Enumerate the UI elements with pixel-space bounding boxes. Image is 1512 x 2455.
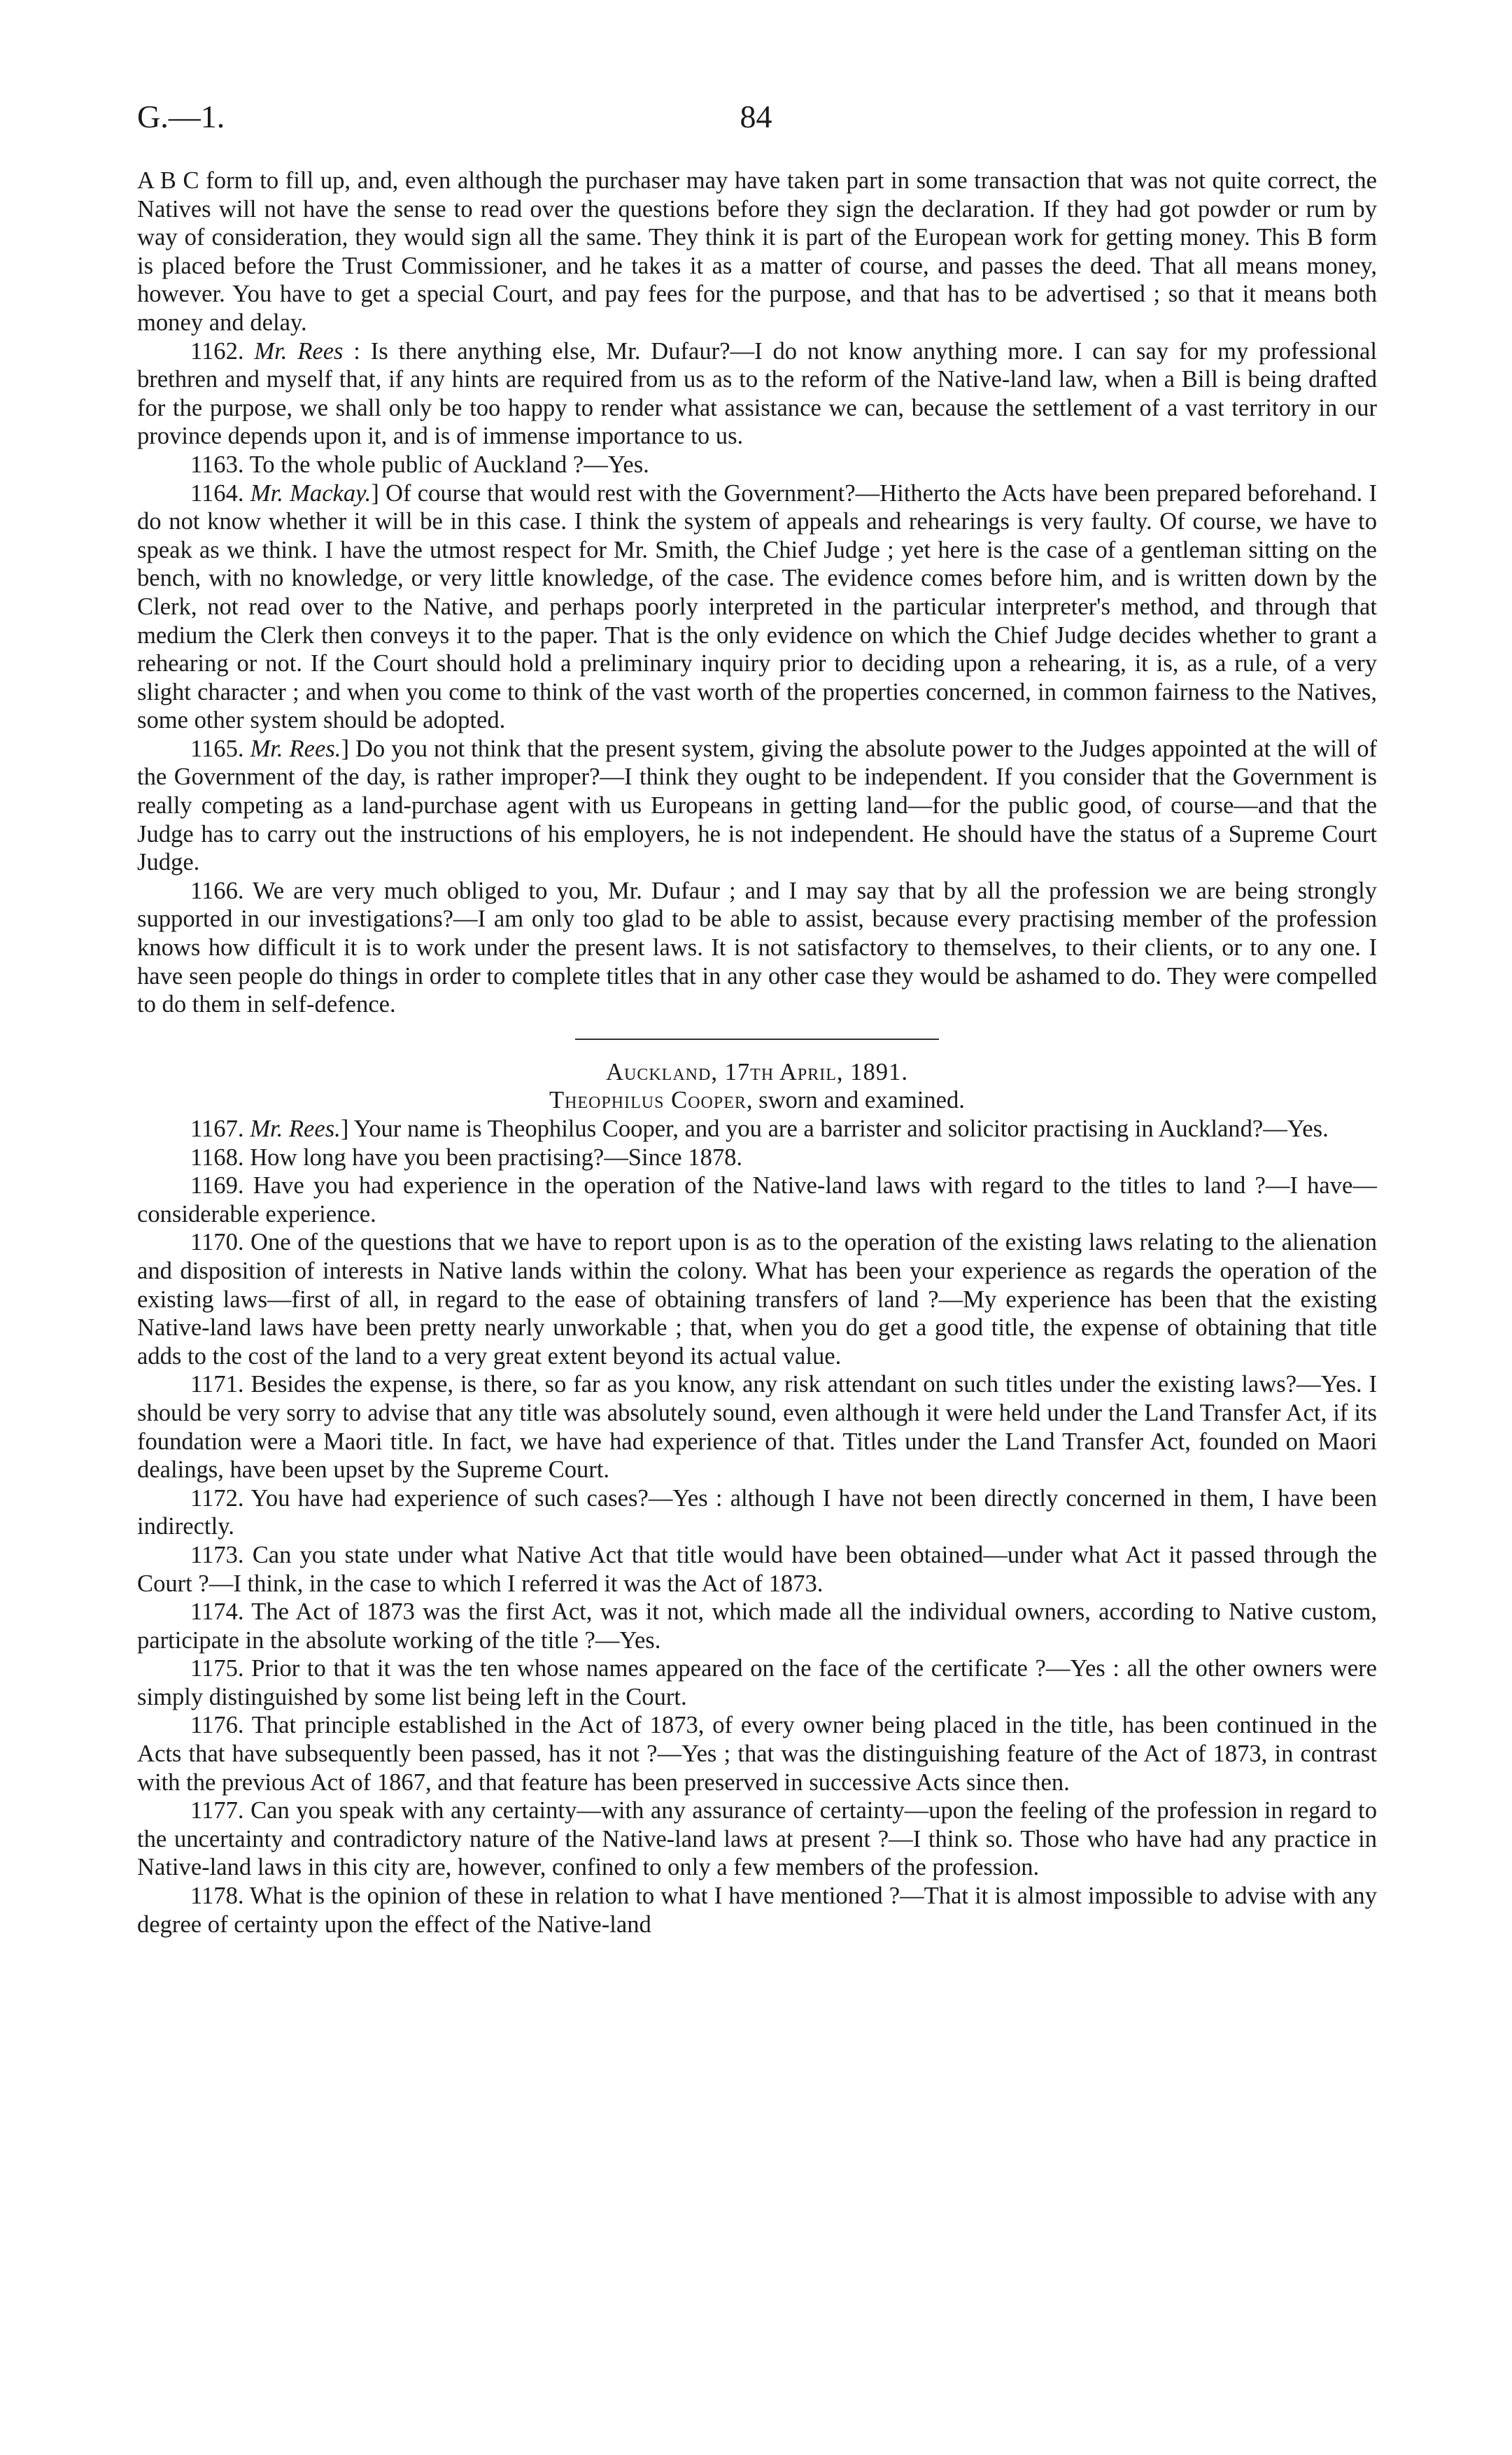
testimony-text: Can you speak with any certainty—with any assurance of certainty—upon the feeling of the profession in regard to the uncertainty and contradictory nature of the Native-land laws at present ?—I think so. Those who have had any practice in Native-land laws in this city are, however, confined to only a few members of the profession. [137, 1797, 1377, 1881]
testimony-text: How long have you been practising?—Since 1878. [250, 1144, 743, 1171]
page-header [137, 98, 1375, 147]
testimony-paragraph [137, 877, 1377, 1019]
page-reference: G.—1. [137, 99, 225, 134]
question-number: 1164. [190, 479, 244, 507]
testimony-paragraph [137, 1144, 1377, 1172]
testimony-text: Have you had experience in the operation of the Native-land laws with regard to the titles to land ?—I have—considerable experience. [137, 1172, 1377, 1228]
speaker-name: Mr. Rees. [250, 735, 341, 762]
document-body [137, 167, 1377, 1939]
question-number: 1165. [190, 735, 244, 762]
testimony-paragraph [137, 337, 1377, 451]
question-number: 1169. [190, 1172, 244, 1200]
question-number: 1167. [190, 1116, 244, 1142]
testimony-paragraph [137, 1370, 1377, 1484]
question-number: 1177. [190, 1797, 244, 1824]
speaker-separator: : [343, 337, 371, 365]
testimony-text: Your name is Theophilus Cooper, and you are a barrister and solicitor practising in Auckland?—Yes. [353, 1116, 1329, 1142]
page-number: 84 [740, 99, 772, 134]
testimony-paragraph [137, 1882, 1377, 1939]
testimony-text: To the whole public of Auckland ?—Yes. [249, 451, 649, 478]
testimony-paragraph [137, 1541, 1377, 1598]
speaker-separator: ] [371, 479, 386, 507]
testimony-text: Is there anything else, Mr. Dufaur?—I do not know anything more. I can say for my professional brethren and myself that, if any hints are required from us as to the reform of the Native-land law, when a Bill is being drafted for the purpose, we shall only be too happy to render what assistance we can, because the settlement of a vast territory in our province depends upon it, and is of immense importance to us. [137, 337, 1377, 450]
testimony-paragraph [137, 1598, 1377, 1654]
question-number: 1174. [190, 1598, 244, 1626]
question-number: 1166. [190, 877, 244, 904]
section-divider [575, 1039, 939, 1040]
testimony-group-b [137, 1115, 1377, 1939]
speaker-separator: ] [341, 735, 355, 762]
question-number: 1178. [190, 1883, 244, 1910]
testimony-text: That principle established in the Act of 1873, of every owner being placed in the title, has been continued in the Acts that have subsequently been passed, has it not ?—Yes ; that was the distinguishing feature of the Act of 1873, in contrast with the previous Act of 1867, and that feature has been preserved in successive Acts since then. [137, 1712, 1377, 1796]
question-number: 1163. [190, 451, 244, 478]
testimony-text: Do you not think that the present system, giving the absolute power to the Judges appointed at the will of the Government of the day, is rather improper?—I think they ought to be independent. If you consider that the Government is really competing as a land-purchase agent with us Europeans in getting land—for the public good, of course—and that the Judge has to carry out the instructions of his employers, he is not independent. He should have the status of a Supreme Court Judge. [137, 735, 1377, 876]
testimony-text: What is the opinion of these in relation to what I have mentioned ?—That it is almost impossible to advise with any degree of certainty upon the effect of the Native-land [137, 1883, 1378, 1938]
dateline: Auckland, 17th April, 1891. [606, 1058, 908, 1085]
testimony-text: We are very much obliged to you, Mr. Dufaur ; and I may say that by all the profession we are being strongly supported in our investigations?—I am only too glad to be able to assist, because every practising member of the profession knows how difficult it is to work under the present laws. It is not satisfactory to themselves, to their clients, or to any one. I have seen people do things in order to complete titles that in any other case they would be ashamed to do. They were compelled to do them in self-defence. [137, 877, 1377, 1018]
question-number: 1173. [190, 1541, 244, 1568]
witness-name: Theophilus Cooper [549, 1087, 747, 1114]
testimony-paragraph [137, 479, 1377, 735]
intro-paragraph: A B C form to fill up, and, even although the purchaser may have taken part in some transaction that was not quite correct, the Natives will not have the sense to read over the questions before they sign the declaration. If they had got powder or rum by way of consideration, they would sign all the same. They think it is part of the European work for getting money. This B form is placed before the Trust Commissioner, and he takes it as a matter of course, and passes the deed. That all means money, however. You have to get a special Court, and pay fees for the purpose, and that has to be advertised ; so that it means both money and delay. [137, 167, 1377, 336]
question-number: 1176. [190, 1712, 244, 1739]
testimony-text: The Act of 1873 was the first Act, was it not, which made all the individual owners, according to Native custom, participate in the absolute working of the title ?—Yes. [137, 1598, 1377, 1654]
testimony-paragraph [137, 1711, 1377, 1796]
testimony-text: You have had experience of such cases?—Yes : although I have not been directly concerned in them, I have been indirectly. [137, 1484, 1377, 1540]
speaker-name: Mr. Rees [254, 337, 344, 365]
question-number: 1168. [190, 1144, 244, 1171]
question-number: 1170. [190, 1229, 244, 1256]
testimony-group-a [137, 337, 1377, 1019]
testimony-paragraph [137, 1115, 1377, 1144]
testimony-text: Besides the expense, is there, so far as you know, any risk attendant on such titles under the existing laws?—Yes. I should be very sorry to advise that any title was absolutely sound, even although it were held under the Land Transfer Act, if its foundation were a Maori title. In fact, we have had experience of that. Titles under the Land Transfer Act, founded on Maori dealings, have been upset by the Supreme Court. [137, 1371, 1377, 1484]
testimony-text: One of the questions that we have to report upon is as to the operation of the existing laws relating to the alienation and disposition of interests in Native lands within the colony. What has been your experience as regards the operation of the existing laws—first of all, in regard to the ease of obtaining transfers of land ?—My experience has been that the existing Native-land laws have been pretty nearly unworkable ; that, when you do get a good title, the expense of obtaining that title adds to the cost of the land to a very great extent beyond its actual value. [137, 1229, 1377, 1370]
testimony-paragraph [137, 451, 1377, 479]
testimony-text: Prior to that it was the ten whose names appeared on the face of the certificate ?—Yes : all the other owners were simply distinguished by some list being left in the Court. [137, 1655, 1377, 1710]
testimony-paragraph [137, 1484, 1377, 1541]
testimony-text: Can you state under what Native Act that title would have been obtained—under what Act it passed through the Court ?—I think, in the case to which I referred it was the Act of 1873. [137, 1541, 1377, 1597]
question-number: 1171. [190, 1371, 244, 1398]
question-number: 1162. [190, 337, 244, 365]
question-number: 1175. [190, 1655, 244, 1682]
witness-line [137, 1086, 1377, 1115]
testimony-paragraph [137, 735, 1377, 877]
speaker-separator: ] [340, 1116, 354, 1142]
speaker-name: Mr. Rees. [250, 1116, 341, 1142]
testimony-text: Of course that would rest with the Government?—Hitherto the Acts have been prepared beforehand. I do not know whether it will be in this case. I think the system of appeals and rehearings is very faulty. Of course, we have to speak as we think. I have the utmost respect for Mr. Smith, the Chief Judge ; yet here is the case of a gentleman sitting on the bench, with no knowledge, or very little knowledge, of the case. The evidence comes before him, and is written down by the Clerk, not read over to the Native, and perhaps poorly interpreted in the particular interpreter's method, and through that medium the Clerk then conveys it to the paper. That is the only evidence on which the Chief Judge decides whether to grant a rehearing or not. If the Court should hold a preliminary inquiry prior to deciding upon a rehearing, it is, as a rule, of a very slight character ; and when you come to think of the vast worth of the properties concerned, in common fairness to the Natives, some other system should be adopted. [137, 479, 1377, 734]
testimony-paragraph [137, 1654, 1377, 1711]
testimony-paragraph [137, 1796, 1377, 1882]
testimony-paragraph [137, 1228, 1377, 1370]
testimony-paragraph [137, 1172, 1377, 1228]
question-number: 1172. [190, 1484, 244, 1512]
speaker-name: Mr. Mackay. [250, 479, 372, 507]
witness-status: , sworn and examined. [746, 1087, 965, 1114]
